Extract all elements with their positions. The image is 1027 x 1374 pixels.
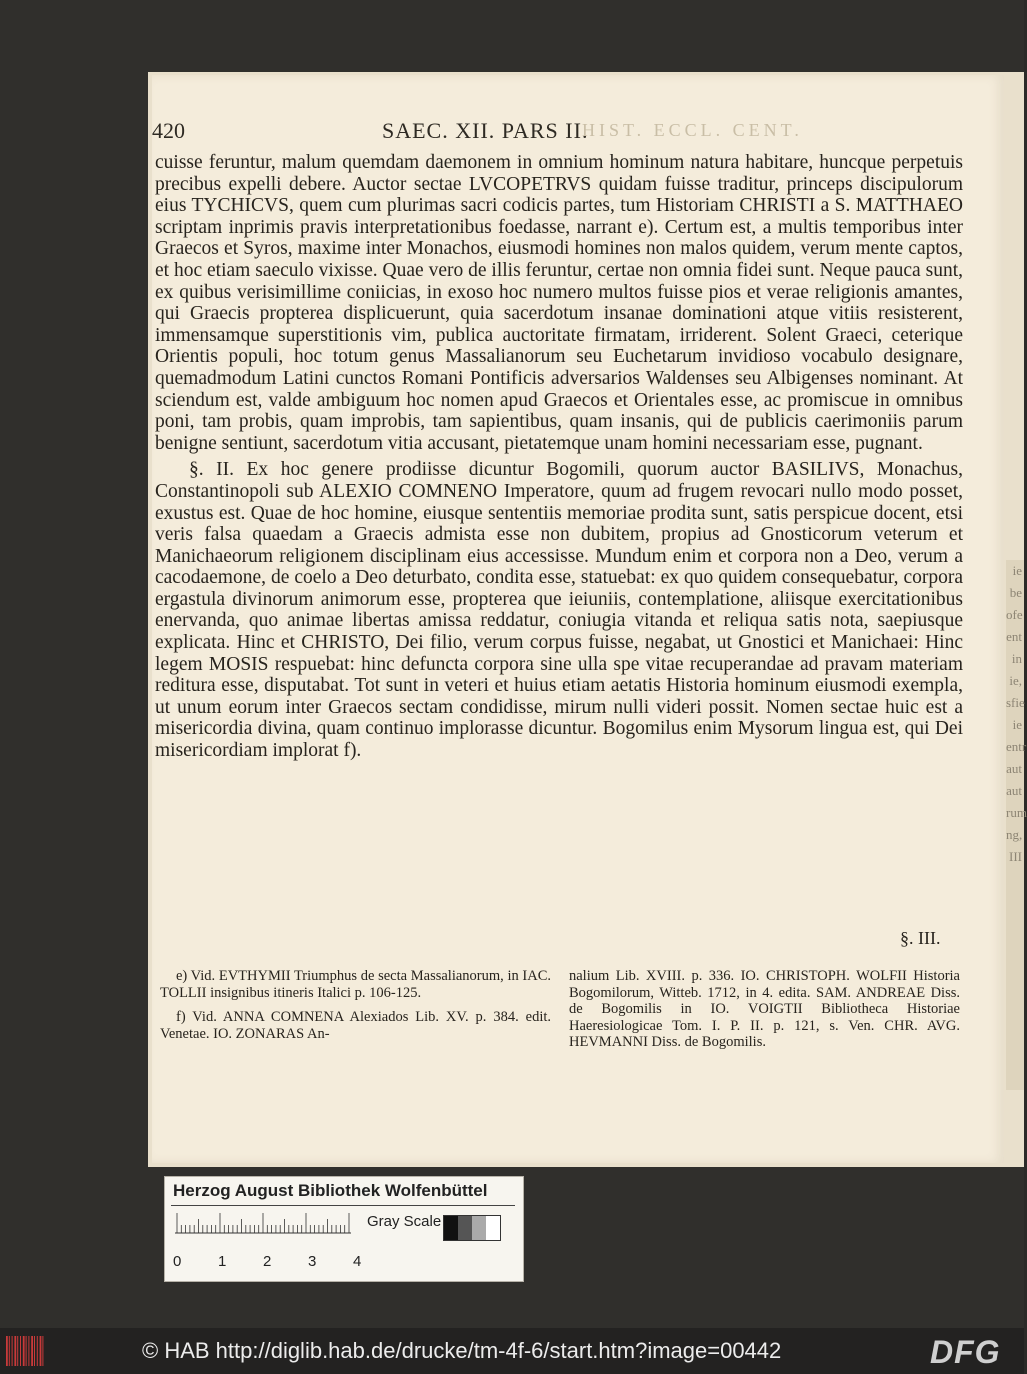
barcode-bar — [37, 1336, 38, 1366]
footer-bar — [0, 1328, 1024, 1374]
edge-fragment: aut — [1006, 761, 1022, 776]
edge-fragment: ie — [1012, 717, 1022, 732]
edge-fragment: III — [1009, 849, 1022, 864]
ruler-number: 0 — [173, 1253, 182, 1270]
edge-fragment: ie, — [1009, 673, 1022, 688]
copyright-link[interactable]: © HAB http://diglib.hab.de/drucke/tm-4f-6/start.htm?image=00442 — [142, 1338, 782, 1363]
edge-fragment: rum — [1006, 805, 1027, 820]
ruler-scale — [175, 1211, 355, 1247]
barcode-bar — [9, 1336, 10, 1366]
barcode-bar — [20, 1336, 21, 1366]
running-head: SAEC. XII. PARS II. — [382, 118, 589, 143]
footnotes — [160, 968, 960, 1059]
footnote-column-left — [160, 968, 551, 1059]
barcode-bar — [12, 1336, 13, 1366]
edge-fragment: ng, — [1006, 827, 1023, 842]
ruler-number: 3 — [308, 1253, 317, 1270]
footnote-continuation: nalium Lib. XVIII. p. 336. IO. CHRISTOPH. WOLFII Historia Bogomilorum, Witteb. 1712, in 4. edita. SAM. ANDREAE Diss. de Bogomilis in IO. VOIGTII Bibliotheca Historiae Haeresiologicae Tom. I. P. II. p. 121, s. Ven. CHR. AVG. HEVMANNI Diss. de Bogomilis. — [569, 968, 960, 1050]
gray-swatch — [486, 1216, 500, 1240]
institution-name: Herzog August Bibliothek Wolfenbüttel — [173, 1181, 488, 1200]
paragraph-1: cuisse feruntur, malum quemdam daemonem in omnium hominum natura habitare, huncque perpetuis precibus expelli debere. Auctor sectae LVCOPETRVS quidam fuisse traditur, princeps discipulorum eius TYCHICVS, quem cum plurimas sacri codicis partes, tum Historiam CHRISTI a S. MATTHAEO scriptam inprimis pravis interpretationibus foedasse, narrant e). Certum est, a multis temporibus inter Graecos et Syros, maxime inter Monachos, eiusmodi homines non malos quidem, verum mente captos, et hoc etiam saeculo vixisse. Quae vero de illis feruntur, certae non omnia fidei sunt. Neque pauca sunt, ex quibus verisimillime coniicias, in exoso hoc numero multos fuisse pios et verae religionis amantes, qui Graecis propterea displicuerunt, quia sacerdotum insanae dominationi atque vitiis resisterent, immensamque superstitionis vim, publica auctoritate firmatam, irriderent. Solent Graeci, ceterique Orientis populi, hoc totum genus Massalianorum seu Euchetarum invidioso vocabulo designare, quemadmodum Latini cunctos Romani Pontificis adversarios Waldenses seu Albigenses nominant. At sciendum est, valde ambiguum hoc nomen apud Graecos et Orientales esse, ac promiscue in omnibus poni, tam probis, quam improbis, tam sapientibus, quam insanis, qui de publicis caerimoniis parum benigne sentiunt, sacerdotum vitia accusant, pietatemque unam homini necessariam esse, pugnant. — [155, 152, 963, 454]
gray-scale-swatches — [443, 1215, 501, 1241]
gray-swatch — [444, 1216, 458, 1240]
calibration-card — [164, 1176, 524, 1282]
footnote-e: e) Vid. EVTHYMII Triumphus de secta Massalianorum, in IAC. TOLLII insignibus itineris Italici p. 106-125. — [160, 968, 551, 1001]
paragraph-2: §. II. Ex hoc genere prodiisse dicuntur Bogomili, quorum auctor BASILIVS, Monachus, Constantinopoli sub ALEXIO COMNENO Imperatore, quum ad frugem revocari nullo modo posset, exustus est. Quae de hoc homine, eiusque sententiis memoriae prodita sunt, satis perspicue docent, etsi veris falsa quaedam a Graecis admista esse non dubitem, propius ad Gnosticorum veterum et Manichaeorum religionem disciplinam eius accessisse. Mundum enim et corpora non a Deo, verum a cacodaemone, de coelo a Deo deturbato, condita esse, statuebat: ex quo quidem consequebatur, corpora ergastula divinorum animorum esse, propterea que ieiuniis, contemplatione, aliisque exercitationibus enervanda, quo animae libertas amissa reddatur, coniugia vitanda et reliqua satis nota, saepiusque explicata. Hinc et CHRISTO, Dei filio, verum corpus fuisse, negabat, ut Gnostici et Manichaei: Hinc legem MOSIS respuebat: hinc defuncta corpora sine ulla spe vitae recuperandae ad pravam materiam reditura esse, disputabat. Tot sunt in veteri et huius etiam aetatis Historia hominum eiusmodi exempla, ut unum eorum inter Graecos sectam condidisse, mirum nulli videri possit. Nomen sectae huic est a misericordia divina, quam continuo implorasse dicuntur. Bogomilus enim Mysorum lingua est, qui Dei misericordiam implorat f). — [155, 459, 963, 762]
footnote-column-right — [569, 968, 960, 1059]
card-divider — [171, 1205, 515, 1206]
gray-scale-label: Gray Scale — [367, 1213, 442, 1230]
edge-fragment: ent — [1006, 629, 1022, 644]
ruler-number: 1 — [218, 1253, 227, 1270]
edge-fragment: entr — [1006, 739, 1027, 754]
barcode-bar — [34, 1336, 35, 1366]
barcode-bar — [6, 1336, 8, 1366]
barcode-bar — [31, 1336, 33, 1366]
catchword: §. III. — [900, 928, 941, 948]
barcode-bar — [26, 1336, 27, 1366]
barcode-bar — [23, 1336, 25, 1366]
gray-swatch — [472, 1216, 486, 1240]
page-header — [152, 118, 852, 146]
ruler-number: 4 — [353, 1253, 362, 1270]
barcode-bar — [14, 1336, 16, 1366]
edge-fragment: sfie — [1006, 695, 1025, 710]
edge-fragment: be — [1009, 585, 1022, 600]
barcode-bar — [17, 1336, 18, 1366]
barcode-icon — [6, 1336, 46, 1366]
gray-swatch — [458, 1216, 472, 1240]
edge-fragment: ie — [1012, 563, 1022, 578]
edge-fragment: aut — [1006, 783, 1022, 798]
ruler-number: 2 — [263, 1253, 272, 1270]
barcode-bar — [40, 1336, 42, 1366]
barcode-bar — [28, 1336, 29, 1366]
adjacent-page-edge — [1006, 560, 1027, 1090]
main-text — [155, 152, 963, 762]
edge-fragment: in — [1011, 651, 1022, 666]
page-number: 420 — [152, 118, 185, 143]
dfg-logo: DFG — [930, 1334, 1001, 1370]
edge-fragment: ofe — [1006, 607, 1023, 622]
bleed-through-head: HIST. ECCL. CENT. — [582, 120, 803, 140]
barcode-bar — [42, 1336, 43, 1366]
footnote-f: f) Vid. ANNA COMNENA Alexiados Lib. XV. p. 384. edit. Venetae. IO. ZONARAS An- — [160, 1009, 551, 1042]
